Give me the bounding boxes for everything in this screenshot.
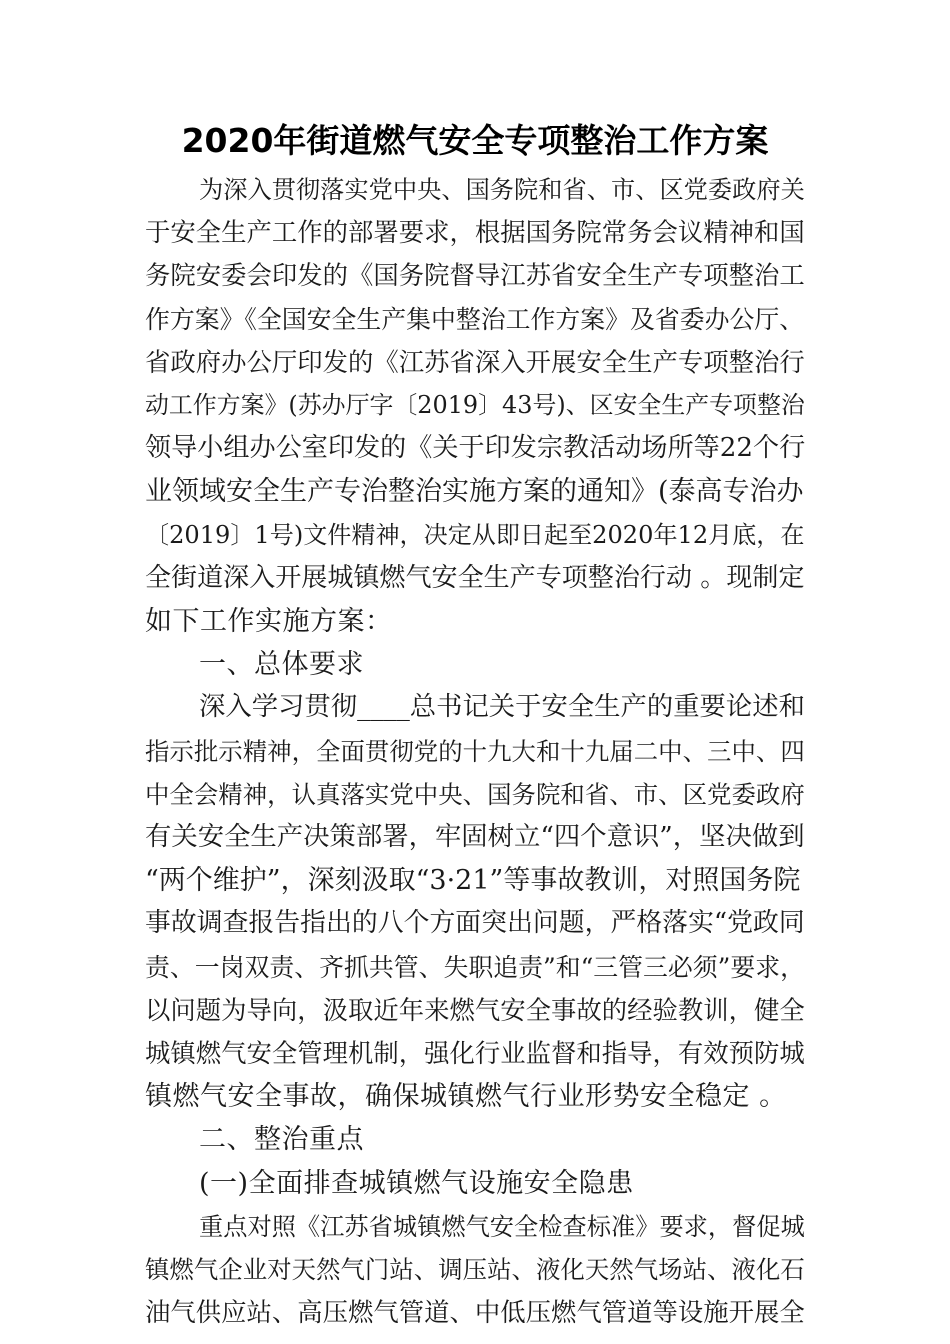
section-heading: 一、总体要求 bbox=[199, 649, 364, 680]
document-title: 2020年街道燃气安全专项整治工作方案 bbox=[181, 121, 769, 160]
body-line: 全街道深入开展城镇燃气安全生产专项整治行动 。现制定 bbox=[145, 563, 805, 593]
body-line: 领导小组办公室印发的《关于印发宗教活动场所等22个行 bbox=[145, 433, 806, 463]
section-heading: 二、整治重点 bbox=[199, 1124, 364, 1155]
body-line: 省政府办公厅印发的《江苏省深入开展安全生产专项整治行 bbox=[145, 347, 805, 377]
body-line: 事故调查报告指出的八个方面突出问题，严格落实“党政同 bbox=[145, 908, 805, 938]
body-line: 以问题为导向，汲取近年来燃气安全事故的经验教训，健全 bbox=[145, 995, 805, 1025]
body-line: 油气供应站、高压燃气管道、中低压燃气管道等设施开展全 bbox=[145, 1297, 805, 1327]
body-line: 指示批示精神，全面贯彻党的十九大和十九届二中、三中、四 bbox=[145, 737, 805, 766]
body-line: 镇燃气企业对天然气门站、调压站、液化天然气场站、液化石 bbox=[145, 1255, 805, 1284]
body-line: 如下工作实施方案： bbox=[145, 606, 393, 637]
body-line: 责、一岗双责、齐抓共管、失职追责”和“三管三必须”要求， bbox=[145, 953, 806, 982]
body-line: 为深入贯彻落实党中央、国务院和省、市、区党委政府关 bbox=[199, 175, 805, 204]
body-line: 镇燃气安全事故，确保城镇燃气行业形势安全稳定 。 bbox=[145, 1081, 787, 1112]
body-line: 于安全生产工作的部署要求，根据国务院常务会议精神和国 bbox=[145, 217, 805, 247]
body-line: 城镇燃气安全管理机制，强化行业监督和指导，有效预防城 bbox=[145, 1038, 805, 1068]
body-line: 中全会精神，认真落实党中央、国务院和省、市、区党委政府 bbox=[145, 780, 805, 809]
body-line: 作方案》《全国安全生产集中整治工作方案》及省委办公厅、 bbox=[145, 305, 805, 334]
body-line: 动工作方案》(苏办厅字〔2019〕43号)、区安全生产专项整治 bbox=[145, 391, 805, 419]
body-line: 深入学习贯彻____总书记关于安全生产的重要论述和 bbox=[199, 692, 805, 722]
subsection-heading: (一)全面排查城镇燃气设施安全隐患 bbox=[199, 1168, 634, 1199]
body-line: 业领域安全生产专治整治实施方案的通知》(泰高专治办 bbox=[145, 476, 804, 507]
body-line: 〔2019〕1号)文件精神，决定从即日起至2020年12月底，在 bbox=[145, 521, 805, 549]
body-line: 重点对照《江苏省城镇燃气安全检查标准》要求，督促城 bbox=[199, 1212, 805, 1241]
body-line: 务院安委会印发的《国务院督导江苏省安全生产专项整治工 bbox=[145, 260, 805, 290]
body-line: “两个维护”，深刻汲取“3·21”等事故教训，对照国务院 bbox=[145, 865, 801, 896]
body-line: 有关安全生产决策部署，牢固树立“四个意识”，坚决做到 bbox=[145, 822, 805, 852]
